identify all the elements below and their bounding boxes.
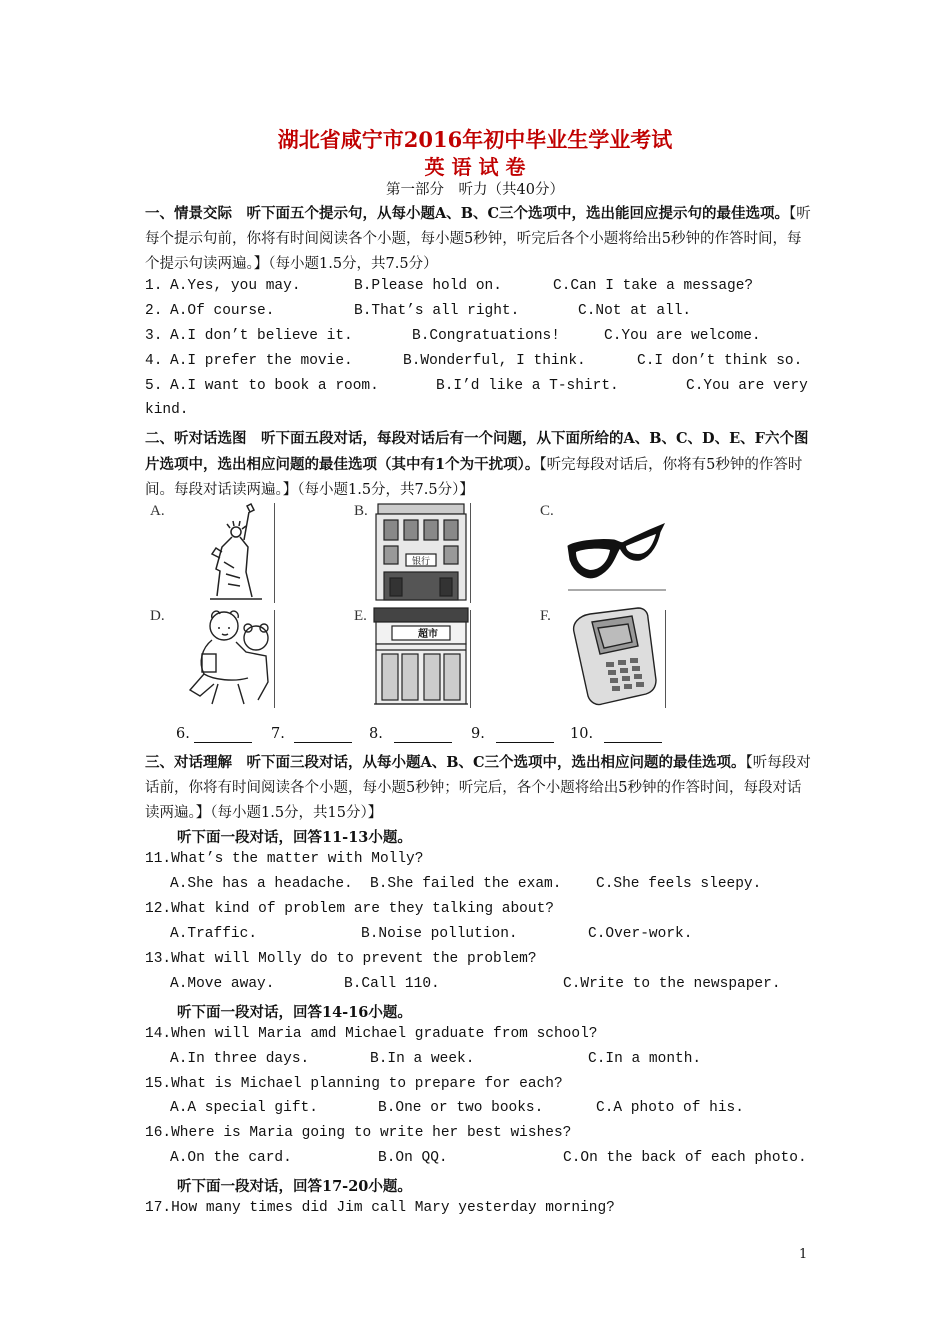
q5-option-b: B.I’d like a T-shirt.	[436, 378, 619, 394]
divider	[274, 503, 275, 603]
picture-d-label: D.	[150, 608, 165, 624]
q15-option-a: A.A special gift.	[170, 1100, 318, 1116]
q13-option-b: B.Call 110.	[344, 976, 440, 992]
q2-option-c: C.Not at all.	[578, 303, 692, 319]
divider	[665, 610, 666, 708]
q13-question: 13.What will Molly do to prevent the problem?	[145, 951, 537, 967]
exam-subtitle: 英 语 试 卷	[424, 155, 526, 179]
blank-10-label: 10.	[570, 726, 594, 742]
q1-option-b: B.Please hold on.	[354, 278, 502, 294]
q2-option-a: A.Of course.	[170, 303, 275, 319]
picture-e-label: E.	[354, 608, 367, 624]
q3-option-a: A.I don’t believe it.	[170, 328, 353, 344]
exam-title: 湖北省咸宁市2016年初中毕业生学业考试	[277, 127, 673, 152]
supermarket-sign: 超市	[418, 629, 438, 640]
q5-option-c: C.You are very	[686, 378, 808, 394]
picture-b-label: B.	[354, 503, 368, 519]
bank-building-icon	[374, 502, 468, 602]
section2-text	[145, 426, 815, 503]
q12-option-c: C.Over-work.	[588, 926, 693, 942]
picture-a-label: A.	[150, 503, 165, 519]
sunglasses-icon	[566, 512, 666, 592]
divider	[470, 503, 471, 603]
q15-option-b: B.One or two books.	[378, 1100, 544, 1116]
q1-number: 1.	[145, 278, 163, 294]
q14-option-c: C.In a month.	[588, 1051, 702, 1067]
q16-option-c: C.On the back of each photo.	[563, 1150, 807, 1166]
part-heading: 第一部分 听力（共40分）	[386, 182, 564, 198]
section1-instruction: 【听每个提示句前，你将有时间阅读各个小题，每小题5秒钟，听完后各个小题将给出5秒钟的作答时间，每个提示句读两遍。】（每小题1.5分，共7.5分）	[145, 206, 811, 272]
q14-question: 14.When will Maria amd Michael graduate from school?	[145, 1026, 598, 1042]
q16-option-a: A.On the card.	[170, 1150, 292, 1166]
q3-option-b: B.Congratuations!	[412, 328, 560, 344]
group1-heading: 听下面一段对话，回答11-13小题。	[177, 829, 412, 846]
page-number: 1	[799, 1247, 808, 1262]
supermarket-icon	[372, 606, 470, 706]
divider	[470, 610, 471, 708]
q1-option-a: A.Yes, you may.	[170, 278, 301, 294]
bank-sign: 银行	[411, 557, 431, 567]
section3-heading: 三、对话理解 听下面三段对话，从每小题A、B、C三个选项中，选出相应问题的最佳选项。	[145, 754, 746, 771]
q15-option-c: C.A photo of his.	[596, 1100, 744, 1116]
q2-option-b: B.That’s all right.	[354, 303, 520, 319]
q13-option-c: C.Write to the newspaper.	[563, 976, 781, 992]
q17-question: 17.How many times did Jim call Mary yesterday morning?	[145, 1200, 615, 1216]
q11-option-b: B.She failed the exam.	[370, 876, 562, 892]
blank-6-label: 6.	[176, 726, 190, 742]
q5-option-a: A.I want to book a room.	[170, 378, 379, 394]
blank-10-line[interactable]	[604, 742, 662, 743]
section1-text	[145, 201, 815, 277]
q5-option-c-wrap: kind.	[145, 402, 189, 418]
q15-question: 15.What is Michael planning to prepare for each?	[145, 1076, 563, 1092]
q3-option-c: C.You are welcome.	[604, 328, 761, 344]
group2-heading: 听下面一段对话，回答14-16小题。	[177, 1004, 412, 1021]
mobile-phone-icon	[568, 606, 664, 710]
q16-question: 16.Where is Maria going to write her best wishes?	[145, 1125, 572, 1141]
q4-option-c: C.I don’t think so.	[637, 353, 803, 369]
blank-7-label: 7.	[271, 726, 285, 742]
q11-option-a: A.She has a headache.	[170, 876, 353, 892]
q12-option-a: A.Traffic.	[170, 926, 258, 942]
q12-option-b: B.Noise pollution.	[361, 926, 518, 942]
section3-instruction: 【听每段对话前，你将有时间阅读各个小题，每小题5秒钟；听完后，各个小题将给出5秒钟的作答时间，每段对话读两遍。】（每小题1.5分，共15分）】	[145, 755, 811, 821]
q11-option-c: C.She feels sleepy.	[596, 876, 762, 892]
statue-of-liberty-icon	[192, 502, 272, 602]
q11-question: 11.What’s the matter with Molly?	[145, 851, 424, 867]
q3-number: 3.	[145, 328, 163, 344]
q5-number: 5.	[145, 378, 163, 394]
blank-7-line[interactable]	[294, 742, 352, 743]
q13-option-a: A.Move away.	[170, 976, 275, 992]
divider	[274, 610, 275, 708]
picture-f-label: F.	[540, 608, 551, 624]
q14-option-b: B.In a week.	[370, 1051, 475, 1067]
group3-heading: 听下面一段对话，回答17-20小题。	[177, 1178, 412, 1195]
section1-heading: 一、情景交际 听下面五个提示句，从每小题A、B、C三个选项中，选出能回应提示句的最佳选项。	[145, 205, 790, 222]
boy-with-bear-icon	[178, 604, 278, 710]
q16-option-b: B.On QQ.	[378, 1150, 448, 1166]
q4-number: 4.	[145, 353, 163, 369]
q12-question: 12.What kind of problem are they talking about?	[145, 901, 554, 917]
section2-heading: 二、听对话选图 听下面五段对话，每段对话后有一个问题，从下面所给的A、B、C、D、E、F六个图片选项中，选出相应问题的最佳选项（其中有1个为干扰项）。	[145, 430, 809, 473]
q4-option-a: A.I prefer the movie.	[170, 353, 353, 369]
q2-number: 2.	[145, 303, 163, 319]
blank-9-label: 9.	[471, 726, 485, 742]
blank-6-line[interactable]	[194, 742, 252, 743]
section2-instruction: 【听完每段对话后，你将有5秒钟的作答时间。每段对话读两遍。】（每小题1.5分，共7.5分）】	[145, 457, 803, 498]
blank-8-label: 8.	[369, 726, 383, 742]
blank-8-line[interactable]	[394, 742, 452, 743]
q4-option-b: B.Wonderful, I think.	[403, 353, 586, 369]
blank-9-line[interactable]	[496, 742, 554, 743]
section3-text	[145, 750, 815, 826]
q14-option-a: A.In three days.	[170, 1051, 310, 1067]
picture-c-label: C.	[540, 503, 554, 519]
q1-option-c: C.Can I take a message?	[553, 278, 754, 294]
